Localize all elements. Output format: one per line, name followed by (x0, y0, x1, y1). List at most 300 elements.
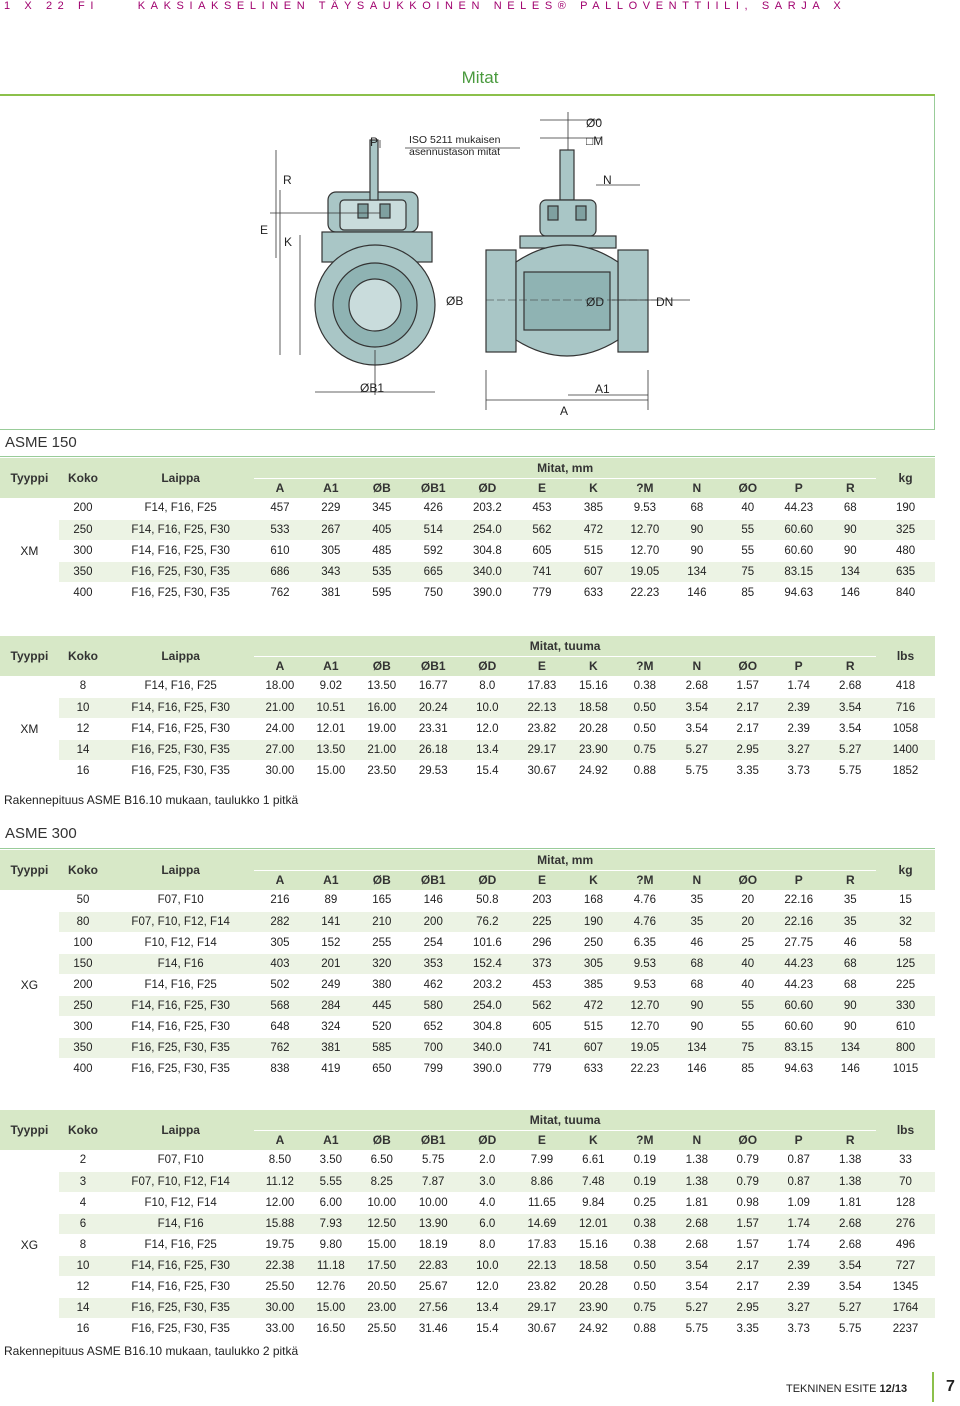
table-cell: 305 (254, 932, 305, 953)
table-cell: 21.00 (254, 697, 305, 718)
table-cell: 90 (824, 1016, 876, 1037)
table-cell: F14, F16, F25, F30 (107, 995, 254, 1016)
table-cell: 250 (59, 995, 107, 1016)
col-dim: ØO (723, 870, 773, 890)
table-cell: F14, F16, F25 (107, 498, 254, 519)
table-cell: 12.70 (619, 995, 672, 1016)
table-cell: 216 (254, 890, 305, 911)
table-row (0, 953, 935, 974)
table-cell: 23.31 (407, 718, 458, 739)
table-cell: 2.17 (723, 1255, 773, 1276)
table-cell: 94.63 (773, 582, 824, 603)
table-cell: 1852 (876, 760, 935, 781)
table-cell: 12.0 (459, 718, 516, 739)
table-cell: 15.16 (568, 1234, 618, 1255)
table-cell: 7.87 (407, 1171, 458, 1192)
col-dim: ØB1 (408, 478, 459, 498)
doc-title: KAKSIAKSELINEN TÄYSAUKKOINEN NELES® PALLOVENTTIILI, SARJA X (137, 0, 847, 12)
table-cell: F16, F25, F30, F35 (107, 1297, 254, 1318)
table-cell: 9.53 (619, 498, 672, 519)
table-cell: 1.81 (824, 1192, 876, 1213)
table-cell: 445 (356, 995, 407, 1016)
table-cell: 22.83 (407, 1255, 458, 1276)
table-cell: 652 (408, 1016, 459, 1037)
table-cell: 15.4 (459, 760, 516, 781)
table-cell: 648 (254, 1016, 305, 1037)
table-cell: 610 (876, 1016, 935, 1037)
col-dim: ØD (459, 1130, 516, 1150)
table-cell: 0.50 (619, 718, 672, 739)
table-cell: 4.76 (619, 911, 672, 932)
table-cell: 225 (876, 974, 935, 995)
table-cell: 6.61 (568, 1150, 618, 1171)
col-dim: A (254, 1130, 305, 1150)
table-cell: 1764 (876, 1297, 935, 1318)
table-cell: 762 (254, 582, 305, 603)
col-weight: lbs (876, 1110, 935, 1150)
table-cell: 3.54 (824, 718, 876, 739)
table-cell: 304.8 (459, 1016, 516, 1037)
table-cell: 2.39 (773, 1255, 824, 1276)
label-a1: A1 (595, 382, 610, 396)
table-cell: 40 (723, 953, 773, 974)
table-cell: 2237 (876, 1318, 935, 1339)
table-cell: 12 (59, 1276, 107, 1297)
table-cell: 85 (723, 582, 773, 603)
table-cell: 58 (876, 932, 935, 953)
table-cell: F16, F25, F30, F35 (107, 561, 254, 582)
table-cell: 0.19 (619, 1150, 672, 1171)
table-cell: 12.00 (254, 1192, 305, 1213)
table-cell: 514 (408, 519, 459, 540)
table-cell: 8.0 (459, 1234, 516, 1255)
table-cell: 25.67 (407, 1276, 458, 1297)
table-cell: 350 (59, 561, 107, 582)
col-dim: A (254, 870, 305, 890)
table-cell: 20 (723, 911, 773, 932)
table-row (0, 697, 935, 718)
col-dim: P (773, 1130, 824, 1150)
table-cell: 325 (876, 519, 935, 540)
table-cell: 5.55 (306, 1171, 356, 1192)
table-cell: F16, F25, F30, F35 (107, 1037, 254, 1058)
label-r: R (283, 173, 292, 187)
table-cell: 25 (723, 932, 773, 953)
table-cell: 515 (568, 1016, 618, 1037)
table-cell: 15.88 (254, 1213, 305, 1234)
table-cell: 23.82 (516, 718, 569, 739)
table-cell: F14, F16, F25 (107, 974, 254, 995)
table-cell: 0.87 (773, 1150, 824, 1171)
table-cell: 22.23 (619, 582, 672, 603)
page-title: Mitat (461, 68, 499, 87)
table-cell: 2.68 (824, 1234, 876, 1255)
table-cell: 70 (876, 1171, 935, 1192)
table-cell: 3.54 (671, 1276, 722, 1297)
table-cell: 90 (671, 1016, 722, 1037)
table-cell: 146 (408, 890, 459, 911)
table-cell: 716 (876, 697, 935, 718)
col-dim: E (516, 478, 569, 498)
table-cell: 10.00 (407, 1192, 458, 1213)
table-cell: 33 (876, 1150, 935, 1171)
table-cell: 665 (408, 561, 459, 582)
table-cell: 6.0 (459, 1213, 516, 1234)
table-cell: 35 (671, 890, 722, 911)
col-dim: ØO (723, 478, 773, 498)
table-cell: 55 (723, 995, 773, 1016)
table-cell: 16 (59, 1318, 107, 1339)
table-cell: 5.27 (671, 739, 722, 760)
table-cell: 17.83 (516, 676, 569, 697)
table-cell: 2.68 (671, 1213, 722, 1234)
col-dim: E (516, 1130, 569, 1150)
table-cell: 22.16 (773, 890, 824, 911)
table-row (0, 1037, 935, 1058)
table-cell: 5.75 (671, 760, 722, 781)
table-cell: 83.15 (773, 561, 824, 582)
table-cell: 9.53 (619, 953, 672, 974)
col-dim: ØB1 (408, 870, 459, 890)
table-cell: 27.75 (773, 932, 824, 953)
col-dim: P (773, 870, 824, 890)
table-cell: 779 (516, 1058, 569, 1079)
asme300-inch-table (0, 1110, 935, 1340)
table-cell: F16, F25, F30, F35 (107, 1058, 254, 1079)
table-cell: 152 (306, 932, 356, 953)
table-row (0, 540, 935, 561)
table-cell: 496 (876, 1234, 935, 1255)
table-cell: 345 (356, 498, 407, 519)
col-flange: Laippa (107, 458, 254, 498)
table-cell: 562 (516, 995, 569, 1016)
table-cell: 13.50 (356, 676, 407, 697)
col-dim: E (516, 870, 569, 890)
table-cell: 16.77 (407, 676, 458, 697)
col-weight: kg (876, 458, 935, 498)
table-cell: F07, F10 (107, 1150, 254, 1171)
table-cell: 9.84 (568, 1192, 618, 1213)
table-cell: F16, F25, F30, F35 (107, 1318, 254, 1339)
table-cell: F14, F16, F25, F30 (107, 1276, 254, 1297)
table-cell: 0.38 (619, 1234, 672, 1255)
table-cell: 7.93 (306, 1213, 356, 1234)
table-cell: 134 (671, 1037, 722, 1058)
table-cell: 1.38 (671, 1150, 722, 1171)
page-header (4, 0, 846, 12)
table-cell: 55 (723, 540, 773, 561)
table-cell: 284 (306, 995, 356, 1016)
table-cell: 373 (516, 953, 569, 974)
table-cell: 24.92 (568, 760, 618, 781)
table-cell: 635 (876, 561, 935, 582)
table-cell: 203.2 (459, 974, 516, 995)
table-row (0, 760, 935, 781)
col-dim: ØB1 (407, 656, 458, 676)
table-cell: 200 (59, 498, 107, 519)
table-cell: 2.68 (824, 1213, 876, 1234)
table-cell: 330 (876, 995, 935, 1016)
col-group: Mitat, tuuma (254, 1110, 876, 1130)
table-cell: 282 (254, 911, 305, 932)
table-cell: 5.27 (824, 739, 876, 760)
valve-end-view (280, 140, 435, 395)
table-cell: 3.54 (671, 1255, 722, 1276)
table-cell: 2.17 (723, 697, 773, 718)
table-cell: 1.57 (723, 1213, 773, 1234)
table-cell: 10 (59, 1255, 107, 1276)
asme300-mm-table (0, 850, 935, 1080)
table-cell: 799 (408, 1058, 459, 1079)
table-row (0, 519, 935, 540)
table-cell: 168 (568, 890, 618, 911)
col-size: Koko (59, 636, 107, 676)
table-cell: 60.60 (773, 540, 824, 561)
table-cell: 3.73 (773, 1318, 824, 1339)
table-cell: F07, F10 (107, 890, 254, 911)
col-group: Mitat, mm (254, 850, 876, 870)
table-cell: 12.76 (306, 1276, 356, 1297)
table-row (0, 995, 935, 1016)
table-cell: 80 (59, 911, 107, 932)
col-dim: A (254, 478, 305, 498)
table-cell: 8.25 (356, 1171, 407, 1192)
table-cell: 762 (254, 1037, 305, 1058)
valve-drawing (0, 96, 935, 430)
table-cell: 840 (876, 582, 935, 603)
table-row (0, 1276, 935, 1297)
table-row (0, 561, 935, 582)
table-cell: 0.25 (619, 1192, 672, 1213)
table-cell: 3.54 (671, 697, 722, 718)
table-cell: 2.95 (723, 1297, 773, 1318)
table-row (0, 1058, 935, 1079)
table-cell: 568 (254, 995, 305, 1016)
table-cell: 585 (356, 1037, 407, 1058)
table-cell: 44.23 (773, 974, 824, 995)
table-cell: 33.00 (254, 1318, 305, 1339)
table-cell: 22.13 (516, 1255, 569, 1276)
table-cell: 25.50 (254, 1276, 305, 1297)
col-type: Tyyppi (0, 850, 59, 890)
table-cell: 3 (59, 1171, 107, 1192)
table-cell: 3.50 (306, 1150, 356, 1171)
table-cell: 2.39 (773, 1276, 824, 1297)
col-dim: A1 (306, 1130, 356, 1150)
type-cell: XM (20, 721, 39, 736)
table-cell: 403 (254, 953, 305, 974)
table-cell: 12.0 (459, 1276, 516, 1297)
table-cell: 24.00 (254, 718, 305, 739)
table-cell: 50.8 (459, 890, 516, 911)
table-cell: 23.50 (356, 760, 407, 781)
table-cell: 1015 (876, 1058, 935, 1079)
table-cell: 68 (671, 974, 722, 995)
col-dim: R (824, 870, 876, 890)
table-cell: 3.35 (723, 1318, 773, 1339)
table-cell: 35 (824, 890, 876, 911)
table-cell: F14, F16, F25, F30 (107, 519, 254, 540)
table-cell: 595 (356, 582, 407, 603)
table-cell: 515 (568, 540, 618, 561)
table-cell: 418 (876, 676, 935, 697)
table-cell: 605 (516, 540, 569, 561)
table-cell: 16 (59, 760, 107, 781)
doc-number: 1 X 22 FI (4, 0, 100, 12)
table-cell: 12.70 (619, 1016, 672, 1037)
table-cell: 46 (824, 932, 876, 953)
asme300-rule (0, 848, 935, 849)
table-cell: 12.70 (619, 540, 672, 561)
table-cell: 304.8 (459, 540, 516, 561)
valve-side-view (486, 112, 690, 410)
table-cell: 75 (723, 1037, 773, 1058)
table-cell: 20.24 (407, 697, 458, 718)
table-cell: F10, F12, F14 (107, 932, 254, 953)
table-cell: 14 (59, 739, 107, 760)
col-flange: Laippa (107, 850, 254, 890)
table-cell: 1.57 (723, 1234, 773, 1255)
table-cell: 18.00 (254, 676, 305, 697)
table-row (0, 1213, 935, 1234)
table-cell: F14, F16, F25, F30 (107, 1255, 254, 1276)
table-cell: 85 (723, 1058, 773, 1079)
table-cell: 15.16 (568, 676, 618, 697)
table-cell: 3.27 (773, 1297, 824, 1318)
table-cell: 25.50 (356, 1318, 407, 1339)
table-row (0, 676, 935, 697)
col-dim: K (568, 656, 618, 676)
col-dim: N (671, 870, 722, 890)
table-row (0, 1192, 935, 1213)
table-cell: 254.0 (459, 519, 516, 540)
asme150-note: Rakennepituus ASME B16.10 mukaan, taulukko 1 pitkä (4, 793, 299, 807)
col-dim: A1 (306, 478, 356, 498)
table-cell: 750 (408, 582, 459, 603)
table-cell: 607 (568, 1037, 618, 1058)
table-cell: 4.0 (459, 1192, 516, 1213)
col-dim: ØO (723, 1130, 773, 1150)
table-cell: 1.38 (824, 1171, 876, 1192)
table-cell: 381 (306, 1037, 356, 1058)
table-cell: 2.39 (773, 718, 824, 739)
table-cell: 21.00 (356, 739, 407, 760)
table-cell: 0.50 (619, 1255, 672, 1276)
table-cell: 8 (59, 1234, 107, 1255)
table-cell: F16, F25, F30, F35 (107, 760, 254, 781)
table-cell: 3.54 (671, 718, 722, 739)
table-cell: 8.0 (459, 676, 516, 697)
col-dim: K (568, 478, 618, 498)
table-cell: 2.17 (723, 718, 773, 739)
table-cell: 20 (723, 890, 773, 911)
table-cell: 779 (516, 582, 569, 603)
table-cell: 60.60 (773, 995, 824, 1016)
table-cell: 380 (356, 974, 407, 995)
table-cell: 453 (516, 974, 569, 995)
table-cell: 3.35 (723, 760, 773, 781)
table-cell: 134 (671, 561, 722, 582)
table-row (0, 1255, 935, 1276)
table-cell: F14, F16, F25, F30 (107, 718, 254, 739)
table-cell: 15.4 (459, 1318, 516, 1339)
table-cell: 10.0 (459, 697, 516, 718)
table-cell: 35 (671, 911, 722, 932)
table-cell: 633 (568, 1058, 618, 1079)
table-row (0, 890, 935, 911)
table-cell: 29.17 (516, 739, 569, 760)
table-cell: 6.35 (619, 932, 672, 953)
col-size: Koko (59, 1110, 107, 1150)
table-cell: 22.23 (619, 1058, 672, 1079)
table-cell: 610 (254, 540, 305, 561)
table-cell: 15.00 (356, 1234, 407, 1255)
table-cell: 134 (824, 1037, 876, 1058)
table-cell: 31.46 (407, 1318, 458, 1339)
table-cell: 203 (516, 890, 569, 911)
label-dn: DN (656, 295, 674, 309)
col-dim: P (773, 656, 824, 676)
table-cell: 60.60 (773, 519, 824, 540)
table-cell: 3.27 (773, 739, 824, 760)
table-cell: 55 (723, 1016, 773, 1037)
table-cell: 9.02 (306, 676, 356, 697)
label-iso1: ISO 5211 mukaisen (409, 134, 501, 146)
col-dim: ØB (356, 478, 407, 498)
table-cell: 12.01 (568, 1213, 618, 1234)
col-size: Koko (59, 850, 107, 890)
table-cell: 727 (876, 1255, 935, 1276)
table-cell: 128 (876, 1192, 935, 1213)
table-cell: 381 (306, 582, 356, 603)
table-cell: 838 (254, 1058, 305, 1079)
col-dim: R (824, 478, 876, 498)
type-cell: XG (20, 1237, 39, 1252)
table-cell: 3.54 (824, 697, 876, 718)
table-cell: 686 (254, 561, 305, 582)
table-cell: 1.38 (671, 1171, 722, 1192)
table-cell: 5.27 (824, 1297, 876, 1318)
table-cell: 23.00 (356, 1297, 407, 1318)
table-cell: 1.38 (824, 1150, 876, 1171)
table-cell: 210 (356, 911, 407, 932)
table-cell: 5.27 (671, 1297, 722, 1318)
table-row (0, 1171, 935, 1192)
label-n: N (603, 173, 612, 187)
table-cell: 385 (568, 974, 618, 995)
table-cell: 457 (254, 498, 305, 519)
table-cell: 340.0 (459, 561, 516, 582)
table-cell: 562 (516, 519, 569, 540)
table-cell: 60.60 (773, 1016, 824, 1037)
table-cell: 1.74 (773, 1213, 824, 1234)
col-dim: N (671, 478, 722, 498)
col-group: Mitat, tuuma (254, 636, 876, 656)
col-dim: N (671, 1130, 722, 1150)
table-cell: 249 (306, 974, 356, 995)
table-cell: 276 (876, 1213, 935, 1234)
table-cell: 7.48 (568, 1171, 618, 1192)
table-cell: 29.17 (516, 1297, 569, 1318)
table-cell: 6.50 (356, 1150, 407, 1171)
table-cell: 141 (306, 911, 356, 932)
col-dim: K (568, 1130, 618, 1150)
table-cell: 7.99 (516, 1150, 569, 1171)
table-cell: F10, F12, F14 (107, 1192, 254, 1213)
table-cell: 190 (876, 498, 935, 519)
table-cell: 68 (671, 953, 722, 974)
label-iso2: asennustason mitat (409, 146, 501, 158)
